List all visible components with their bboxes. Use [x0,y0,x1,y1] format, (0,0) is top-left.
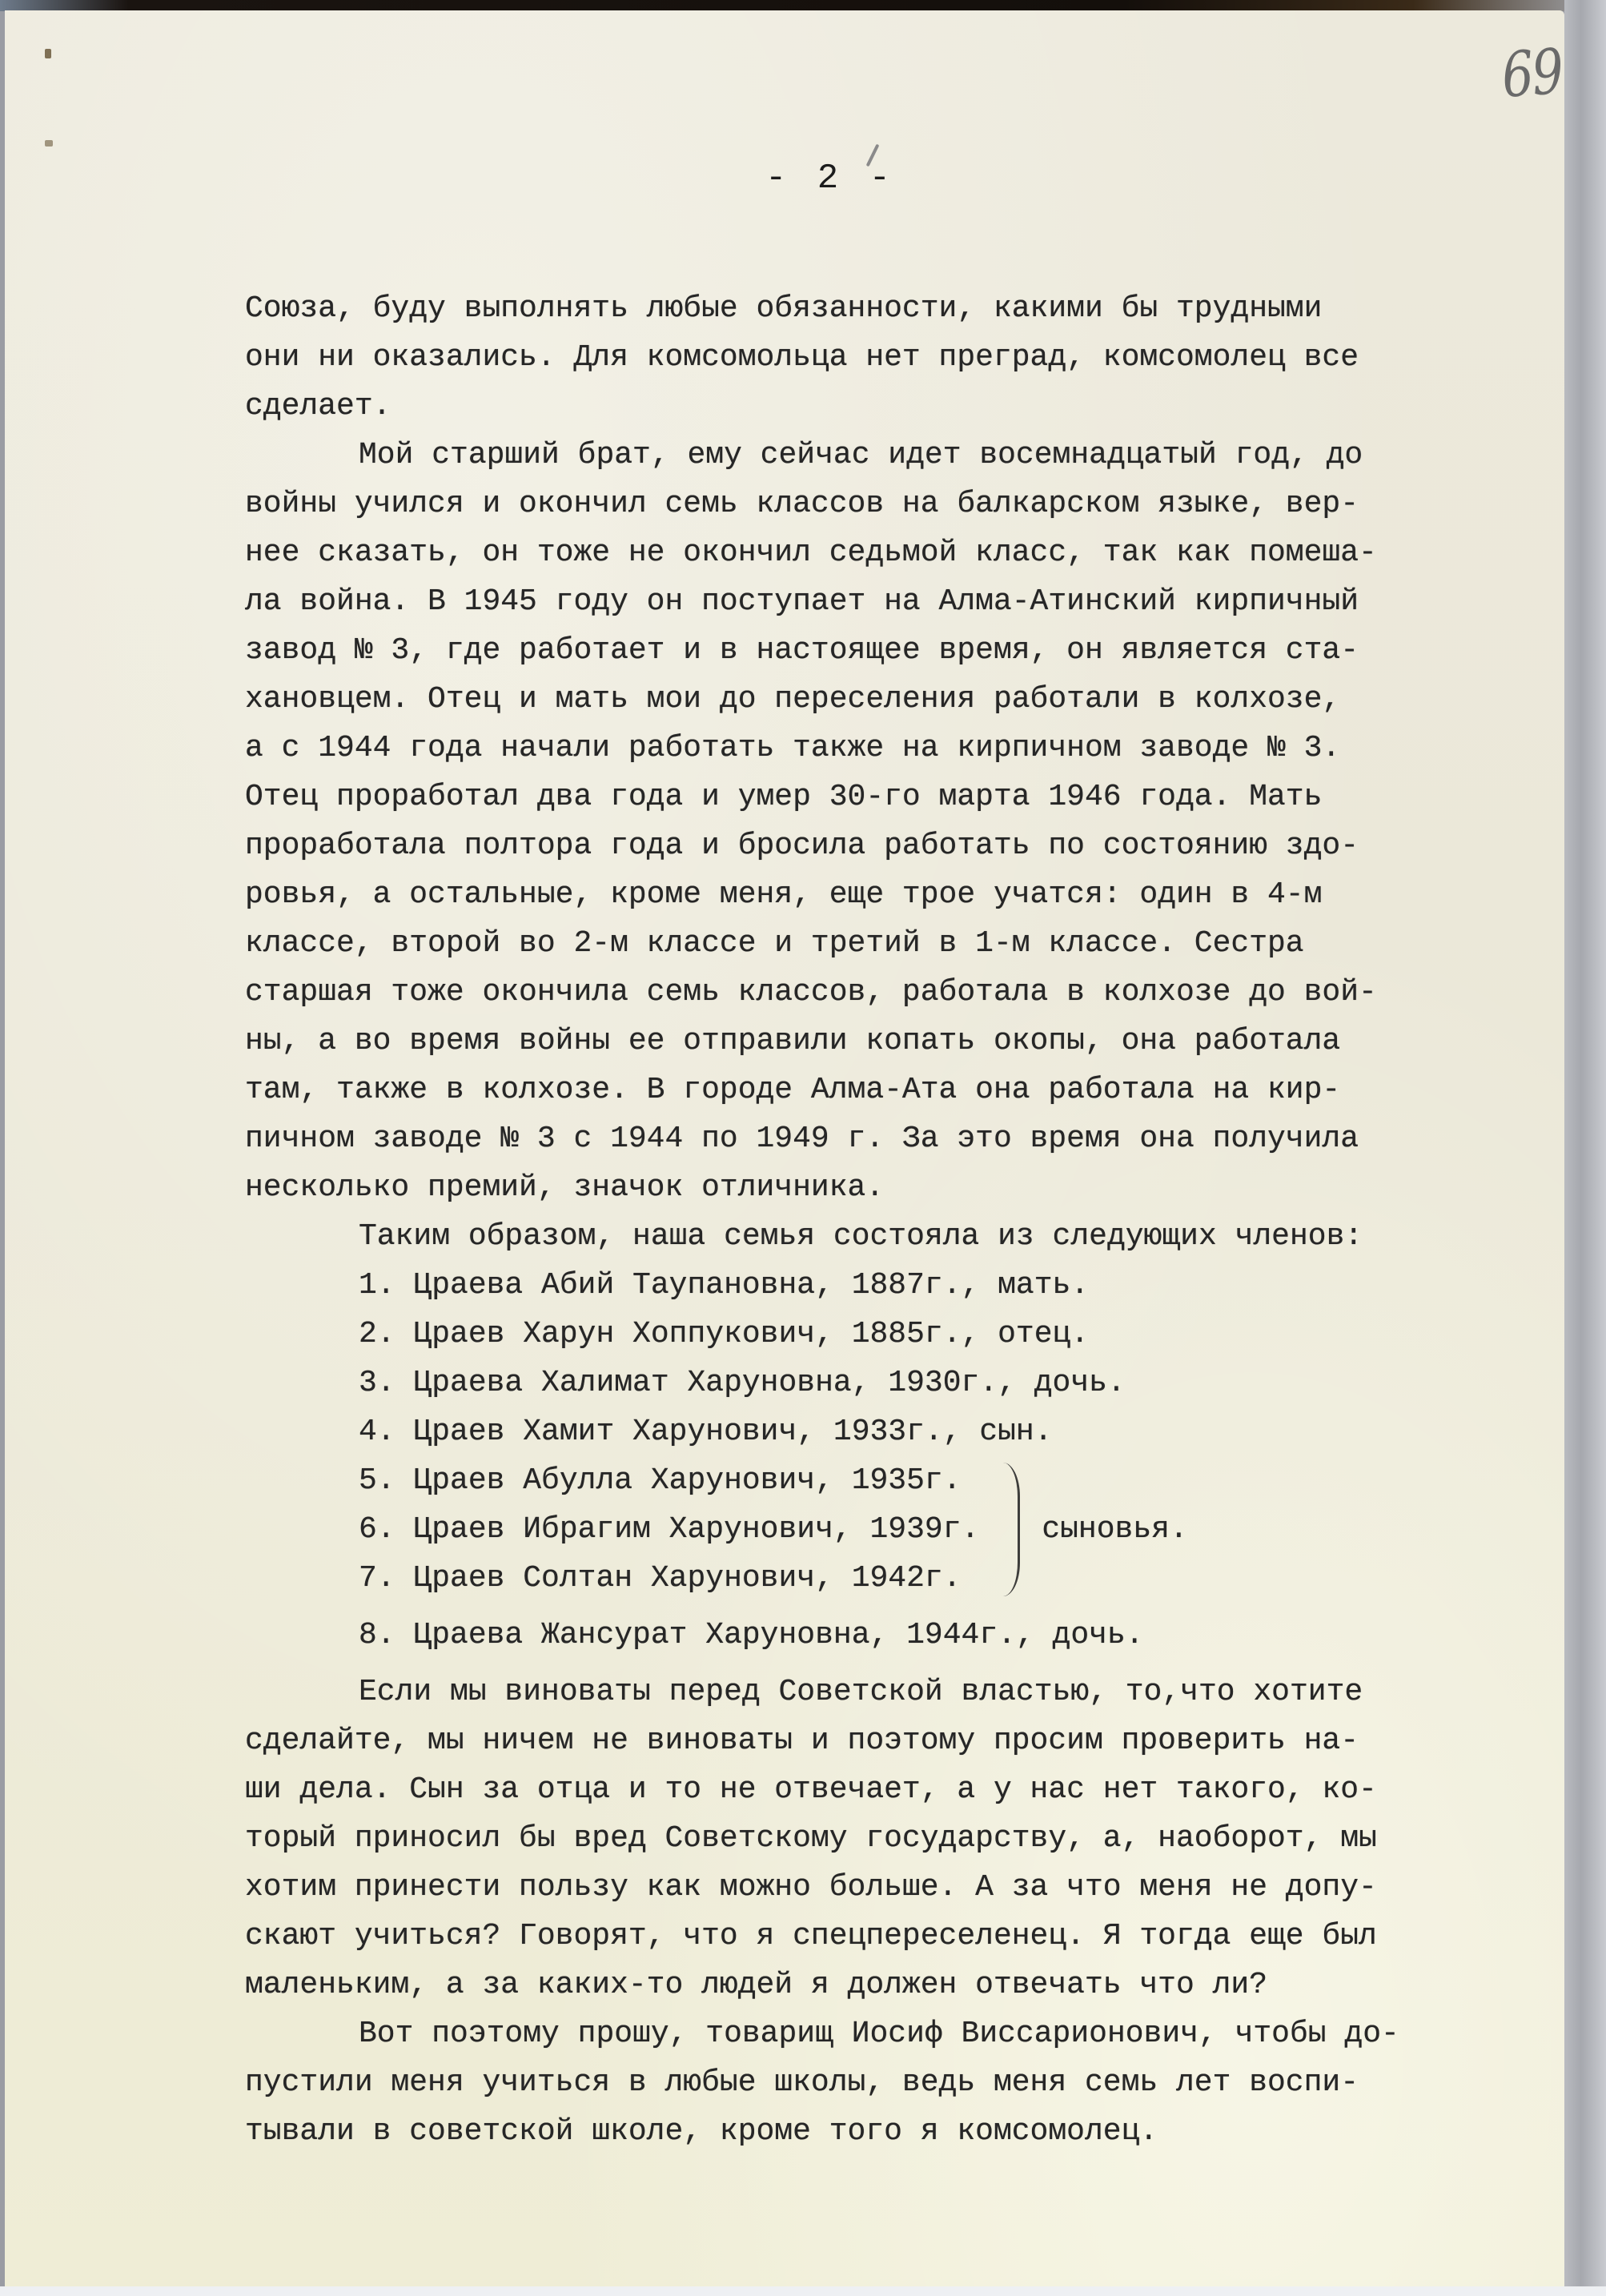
text-line: там, также в колхозе. В городе Алма-Ата она работала на кир- [245,1073,1341,1107]
sons-bracket-area [1003,1456,1259,1603]
sons-names [245,1456,979,1603]
text-line: Если мы виноваты перед Советской властью, то,что хотите [359,1675,1363,1709]
text-line: завод № 3, где работает и в настоящее время, он является ста- [245,633,1359,668]
text-line: маленьким, а за каких-то людей я должен отвечать что ли? [245,1968,1268,2002]
handwritten-folio-number: 69 [1499,34,1564,112]
page-number-area [765,155,925,211]
family-member-item: 5. Цраев Абулла Харунович, 1935г. [359,1463,962,1498]
family-member-item: 3. Цраева Халимат Харуновна, 1930г., дочь. [359,1366,1126,1400]
document-page [5,10,1564,2286]
text-line: Мой старший брат, ему сейчас идет восемнадцатый год, до [359,438,1363,472]
family-member-item: 1. Цраева Абий Таупановна, 1887г., мать. [359,1268,1090,1303]
text-line: старшая тоже окончила семь классов, работала в колхозе до вой- [245,975,1377,1010]
text-line: ши дела. Сын за отца и то не отвечает, а у нас нет такого, ко- [245,1772,1377,1807]
text-line: Союза, буду выполнять любые обязанности, какими бы трудными [245,291,1323,326]
family-member-item: 7. Цраев Солтан Харунович, 1942г. [359,1561,962,1596]
bracket-mark [1003,1463,1020,1596]
text-line: классе, второй во 2-м классе и третий в 1-м классе. Сестра [245,926,1304,961]
family-member-item: 2. Цраев Харун Хоппукович, 1885г., отец. [359,1317,1090,1351]
text-line: несколько премий, значок отличника. [245,1170,885,1205]
text-line: пичном заводе № 3 с 1944 по 1949 г. За это время она получила [245,1122,1359,1156]
text-line: нее сказать, он тоже не окончил седьмой класс, так как помеша- [245,536,1377,570]
binding-hole-mark [45,140,53,147]
text-line: Отец проработал два года и умер 30-го марта 1946 года. Мать [245,780,1323,814]
scanner-top-edge [0,0,1606,11]
text-line: скают учиться? Говорят, что я спецпереселенец. Я тогда еще был [245,1919,1377,1953]
paragraph-continuation [245,284,1558,431]
text-line: Таким образом, наша семья состояла из следующих членов: [359,1219,1363,1254]
text-line: они ни оказались. Для комсомольца нет преград, комсомолец все [245,340,1359,375]
text-line: торый приносил бы вред Советскому государству, а, наоборот, мы [245,1821,1377,1856]
text-line: ровья, а остальные, кроме меня, еще трое учатся: один в 4-м [245,877,1323,912]
paragraph-plea [245,1668,1558,2009]
family-member-item: 6. Цраев Ибрагим Харунович, 1939г. [359,1512,980,1547]
text-line: тывали в советской школе, кроме того я комсомолец. [245,2114,1158,2149]
paragraph-list-intro [245,1212,1558,1261]
sons-group [245,1456,1558,1603]
text-line: ла война. В 1945 году он поступает на Алма-Атинский кирпичный [245,584,1359,619]
letter-body [245,284,1558,2156]
text-line: а с 1944 года начали работать также на кирпичном заводе № 3. [245,731,1341,765]
text-line: ны, а во время войны ее отправили копать окопы, она работала [245,1024,1341,1058]
family-members-list [245,1261,1558,1660]
text-line: хотим принести пользу как можно больше. А за что меня не допу- [245,1870,1377,1905]
text-line: проработала полтора года и бросила работать по состоянию здо- [245,829,1359,863]
family-member-item: 4. Цраев Хамит Харунович, 1933г., сын. [359,1415,1053,1449]
scanner-right-edge [1564,0,1606,2296]
page-number: - 2 - [765,159,896,199]
text-line: пустили меня учиться в любые школы, ведь меня семь лет воспи- [245,2065,1359,2100]
text-line: войны учился и окончил семь классов на балкарском языке, вер- [245,487,1359,521]
binding-hole-mark [45,49,51,58]
family-member-item: 8. Цраева Жансурат Харуновна, 1944г., дочь. [359,1618,1144,1652]
text-line: хановцем. Отец и мать мои до переселения работали в колхозе, [245,682,1341,716]
paragraph-family-history [245,431,1558,1212]
text-line: сделает. [245,389,391,423]
sons-group-label: сыновья. [1042,1512,1188,1547]
text-line: Вот поэтому прошу, товарищ Иосиф Виссарионович, чтобы до- [359,2017,1399,2051]
paragraph-request [245,2009,1558,2156]
text-line: сделайте, мы ничем не виноваты и поэтому просим проверить на- [245,1724,1359,1758]
scanner-bottom-edge [0,2286,1606,2296]
